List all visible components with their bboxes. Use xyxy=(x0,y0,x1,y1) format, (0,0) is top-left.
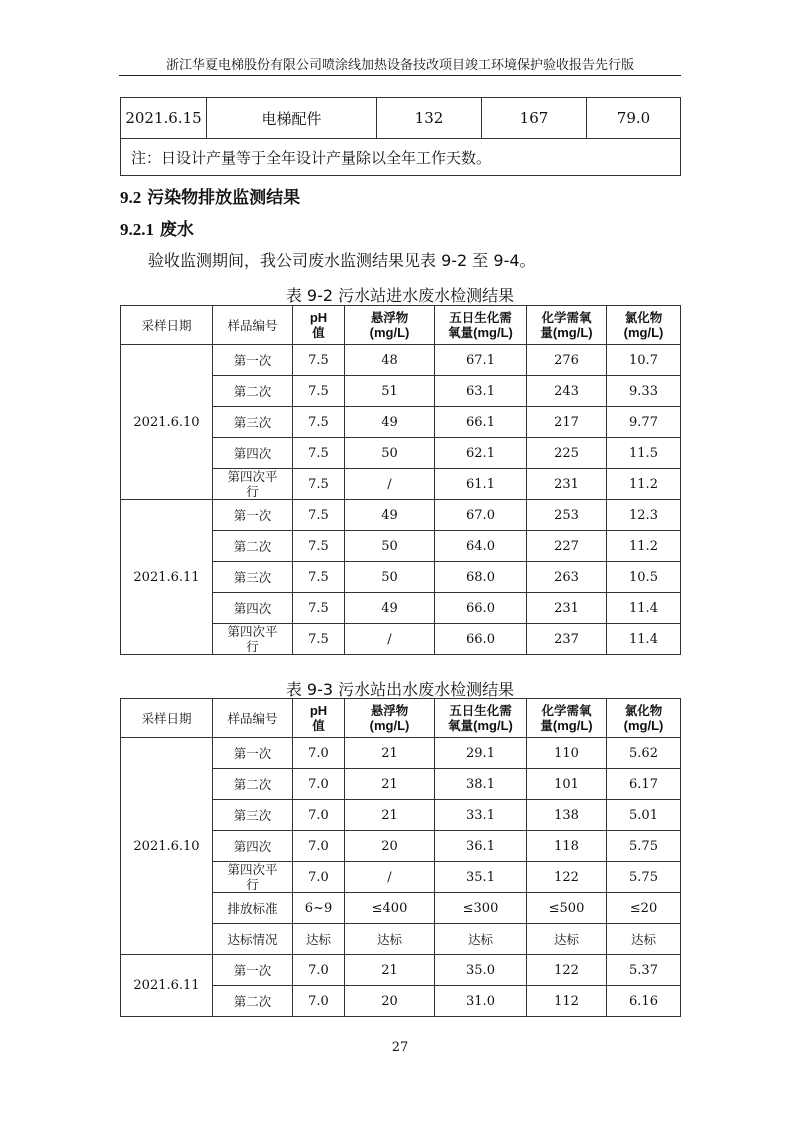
column-header: 氯化物 (mg/L) xyxy=(607,699,681,738)
cell-value: 36.1 xyxy=(435,831,527,862)
cell-value: 66.0 xyxy=(435,624,527,655)
cell-value: 5.01 xyxy=(607,800,681,831)
column-header: 五日生化需 氧量(mg/L) xyxy=(435,306,527,345)
column-header: 样品编号 xyxy=(213,306,293,345)
column-header: 采样日期 xyxy=(121,699,213,738)
cell-value: 61.1 xyxy=(435,469,527,500)
section-number: 9.2 xyxy=(120,188,142,207)
sample-id: 达标情况 xyxy=(213,924,293,955)
sample-id: 第一次 xyxy=(213,345,293,376)
section-heading-9-2 xyxy=(120,183,300,208)
cell-value: 7.5 xyxy=(293,407,345,438)
cell-value: 达标 xyxy=(607,924,681,955)
table-row xyxy=(121,98,681,139)
cell-value: 12.3 xyxy=(607,500,681,531)
cell-value: 79.0 xyxy=(587,98,681,139)
cell-value: 276 xyxy=(527,345,607,376)
cell-value: 231 xyxy=(527,593,607,624)
sample-id: 第四次平行 xyxy=(213,469,293,500)
cell-value: ≤400 xyxy=(345,893,435,924)
cell-value: 9.77 xyxy=(607,407,681,438)
cell-value: 7.0 xyxy=(293,955,345,986)
cell-value: 50 xyxy=(345,531,435,562)
cell-value: 101 xyxy=(527,769,607,800)
cell-value: 50 xyxy=(345,562,435,593)
sample-date: 2021.6.10 xyxy=(121,738,213,955)
cell-value: 7.0 xyxy=(293,831,345,862)
cell-value: 10.5 xyxy=(607,562,681,593)
column-header: 悬浮物 (mg/L) xyxy=(345,699,435,738)
cell-value: 67.1 xyxy=(435,345,527,376)
cell-value: 6.16 xyxy=(607,986,681,1017)
cell-value: / xyxy=(345,624,435,655)
sample-date: 2021.6.11 xyxy=(121,500,213,655)
column-header: 悬浮物 (mg/L) xyxy=(345,306,435,345)
cell-value: 达标 xyxy=(345,924,435,955)
sample-date: 2021.6.10 xyxy=(121,345,213,500)
cell-value: 51 xyxy=(345,376,435,407)
cell-value: 7.0 xyxy=(293,986,345,1017)
cell-product: 电梯配件 xyxy=(207,98,377,139)
page-number: 27 xyxy=(391,1040,409,1055)
sample-id: 第二次 xyxy=(213,986,293,1017)
cell-value: 11.2 xyxy=(607,469,681,500)
cell-value: 21 xyxy=(345,800,435,831)
section-number: 9.2.1 xyxy=(120,220,154,239)
cell-value: 11.2 xyxy=(607,531,681,562)
cell-value: 110 xyxy=(527,738,607,769)
cell-value: 112 xyxy=(527,986,607,1017)
column-header: 采样日期 xyxy=(121,306,213,345)
cell-value: 132 xyxy=(377,98,482,139)
header-row xyxy=(121,306,681,345)
sample-id: 第四次平行 xyxy=(213,862,293,893)
table-9-2-caption: 表 9-2 污水站进水废水检测结果 xyxy=(285,286,515,305)
cell-value: 64.0 xyxy=(435,531,527,562)
sample-date: 2021.6.11 xyxy=(121,955,213,1017)
cell-value: 7.0 xyxy=(293,862,345,893)
cell-value: 11.5 xyxy=(607,438,681,469)
cell-value: 138 xyxy=(527,800,607,831)
table-9-2 xyxy=(120,305,681,655)
cell-value: 29.1 xyxy=(435,738,527,769)
cell-value: 48 xyxy=(345,345,435,376)
cell-value: / xyxy=(345,862,435,893)
table-row xyxy=(121,955,681,986)
table-row xyxy=(121,500,681,531)
table-9-3 xyxy=(120,698,681,1017)
cell-value: 49 xyxy=(345,407,435,438)
sample-id: 第一次 xyxy=(213,738,293,769)
cell-value: 5.75 xyxy=(607,831,681,862)
table-9-3-caption: 表 9-3 污水站出水废水检测结果 xyxy=(285,680,515,699)
column-header: 样品编号 xyxy=(213,699,293,738)
cell-value: 7.5 xyxy=(293,562,345,593)
cell-value: 225 xyxy=(527,438,607,469)
cell-value: 6~9 xyxy=(293,893,345,924)
column-header: 化学需氧 量(mg/L) xyxy=(527,306,607,345)
cell-value: 67.0 xyxy=(435,500,527,531)
cell-value: 7.0 xyxy=(293,738,345,769)
sample-id: 第四次 xyxy=(213,438,293,469)
sample-id: 第三次 xyxy=(213,800,293,831)
cell-value: 35.0 xyxy=(435,955,527,986)
cell-value: 7.5 xyxy=(293,500,345,531)
cell-value: 66.0 xyxy=(435,593,527,624)
cell-value: 7.0 xyxy=(293,800,345,831)
cell-value: 35.1 xyxy=(435,862,527,893)
cell-value: 9.33 xyxy=(607,376,681,407)
cell-value: 5.37 xyxy=(607,955,681,986)
cell-value: 21 xyxy=(345,738,435,769)
column-header: 氯化物 (mg/L) xyxy=(607,306,681,345)
cell-value: 11.4 xyxy=(607,593,681,624)
cell-value: 263 xyxy=(527,562,607,593)
cell-value: 38.1 xyxy=(435,769,527,800)
cell-value: 11.4 xyxy=(607,624,681,655)
cell-value: 237 xyxy=(527,624,607,655)
cell-value: 7.5 xyxy=(293,624,345,655)
cell-value: 达标 xyxy=(527,924,607,955)
cell-value: 5.75 xyxy=(607,862,681,893)
header-rule xyxy=(119,75,681,76)
section-title: 废水 xyxy=(159,220,194,240)
table-note-row xyxy=(121,139,681,176)
cell-value: ≤500 xyxy=(527,893,607,924)
cell-value: 21 xyxy=(345,769,435,800)
cell-value: 118 xyxy=(527,831,607,862)
sample-id: 第二次 xyxy=(213,531,293,562)
column-header: 五日生化需 氧量(mg/L) xyxy=(435,699,527,738)
cell-value: 231 xyxy=(527,469,607,500)
cell-value: 7.5 xyxy=(293,593,345,624)
header-row xyxy=(121,699,681,738)
cell-value: 达标 xyxy=(293,924,345,955)
cell-date: 2021.6.15 xyxy=(121,98,207,139)
sample-id: 第二次 xyxy=(213,769,293,800)
sample-id: 第四次 xyxy=(213,593,293,624)
section-heading-9-2-1 xyxy=(120,215,194,240)
cell-value: 122 xyxy=(527,955,607,986)
cell-value: 50 xyxy=(345,438,435,469)
cell-value: 7.5 xyxy=(293,376,345,407)
table-row xyxy=(121,345,681,376)
table-note: 注：日设计产量等于全年设计产量除以全年工作天数。 xyxy=(121,139,681,176)
cell-value: 122 xyxy=(527,862,607,893)
cell-value: 33.1 xyxy=(435,800,527,831)
cell-value: 5.62 xyxy=(607,738,681,769)
cell-value: 7.5 xyxy=(293,438,345,469)
cell-value: 31.0 xyxy=(435,986,527,1017)
sample-id: 第四次 xyxy=(213,831,293,862)
column-header: 化学需氧 量(mg/L) xyxy=(527,699,607,738)
cell-value: ≤20 xyxy=(607,893,681,924)
cell-value: 20 xyxy=(345,986,435,1017)
sample-id: 第三次 xyxy=(213,562,293,593)
table-row xyxy=(121,738,681,769)
cell-value: 253 xyxy=(527,500,607,531)
cell-value: 167 xyxy=(482,98,587,139)
cell-value: 63.1 xyxy=(435,376,527,407)
sample-id: 第三次 xyxy=(213,407,293,438)
sample-id: 排放标准 xyxy=(213,893,293,924)
cell-value: 7.0 xyxy=(293,769,345,800)
cell-value: 7.5 xyxy=(293,531,345,562)
sample-id: 第一次 xyxy=(213,955,293,986)
cell-value: 49 xyxy=(345,500,435,531)
cell-value: 66.1 xyxy=(435,407,527,438)
cell-value: 49 xyxy=(345,593,435,624)
cell-value: 6.17 xyxy=(607,769,681,800)
cell-value: 243 xyxy=(527,376,607,407)
cell-value: 10.7 xyxy=(607,345,681,376)
production-table xyxy=(120,97,681,176)
cell-value: 227 xyxy=(527,531,607,562)
sample-id: 第一次 xyxy=(213,500,293,531)
cell-value: 217 xyxy=(527,407,607,438)
sample-id: 第二次 xyxy=(213,376,293,407)
cell-value: 20 xyxy=(345,831,435,862)
cell-value: 21 xyxy=(345,955,435,986)
cell-value: 达标 xyxy=(435,924,527,955)
cell-value: 62.1 xyxy=(435,438,527,469)
section-title: 污染物排放监测结果 xyxy=(147,188,301,208)
column-header: pH 值 xyxy=(293,306,345,345)
cell-value: ≤300 xyxy=(435,893,527,924)
cell-value: / xyxy=(345,469,435,500)
page-header: 浙江华夏电梯股份有限公司喷涂线加热设备技改项目竣工环境保护验收报告先行版 xyxy=(165,58,634,73)
intro-paragraph: 验收监测期间，我公司废水监测结果见表 9-2 至 9-4。 xyxy=(148,251,536,270)
column-header: pH 值 xyxy=(293,699,345,738)
sample-id: 第四次平行 xyxy=(213,624,293,655)
cell-value: 7.5 xyxy=(293,345,345,376)
cell-value: 68.0 xyxy=(435,562,527,593)
cell-value: 7.5 xyxy=(293,469,345,500)
